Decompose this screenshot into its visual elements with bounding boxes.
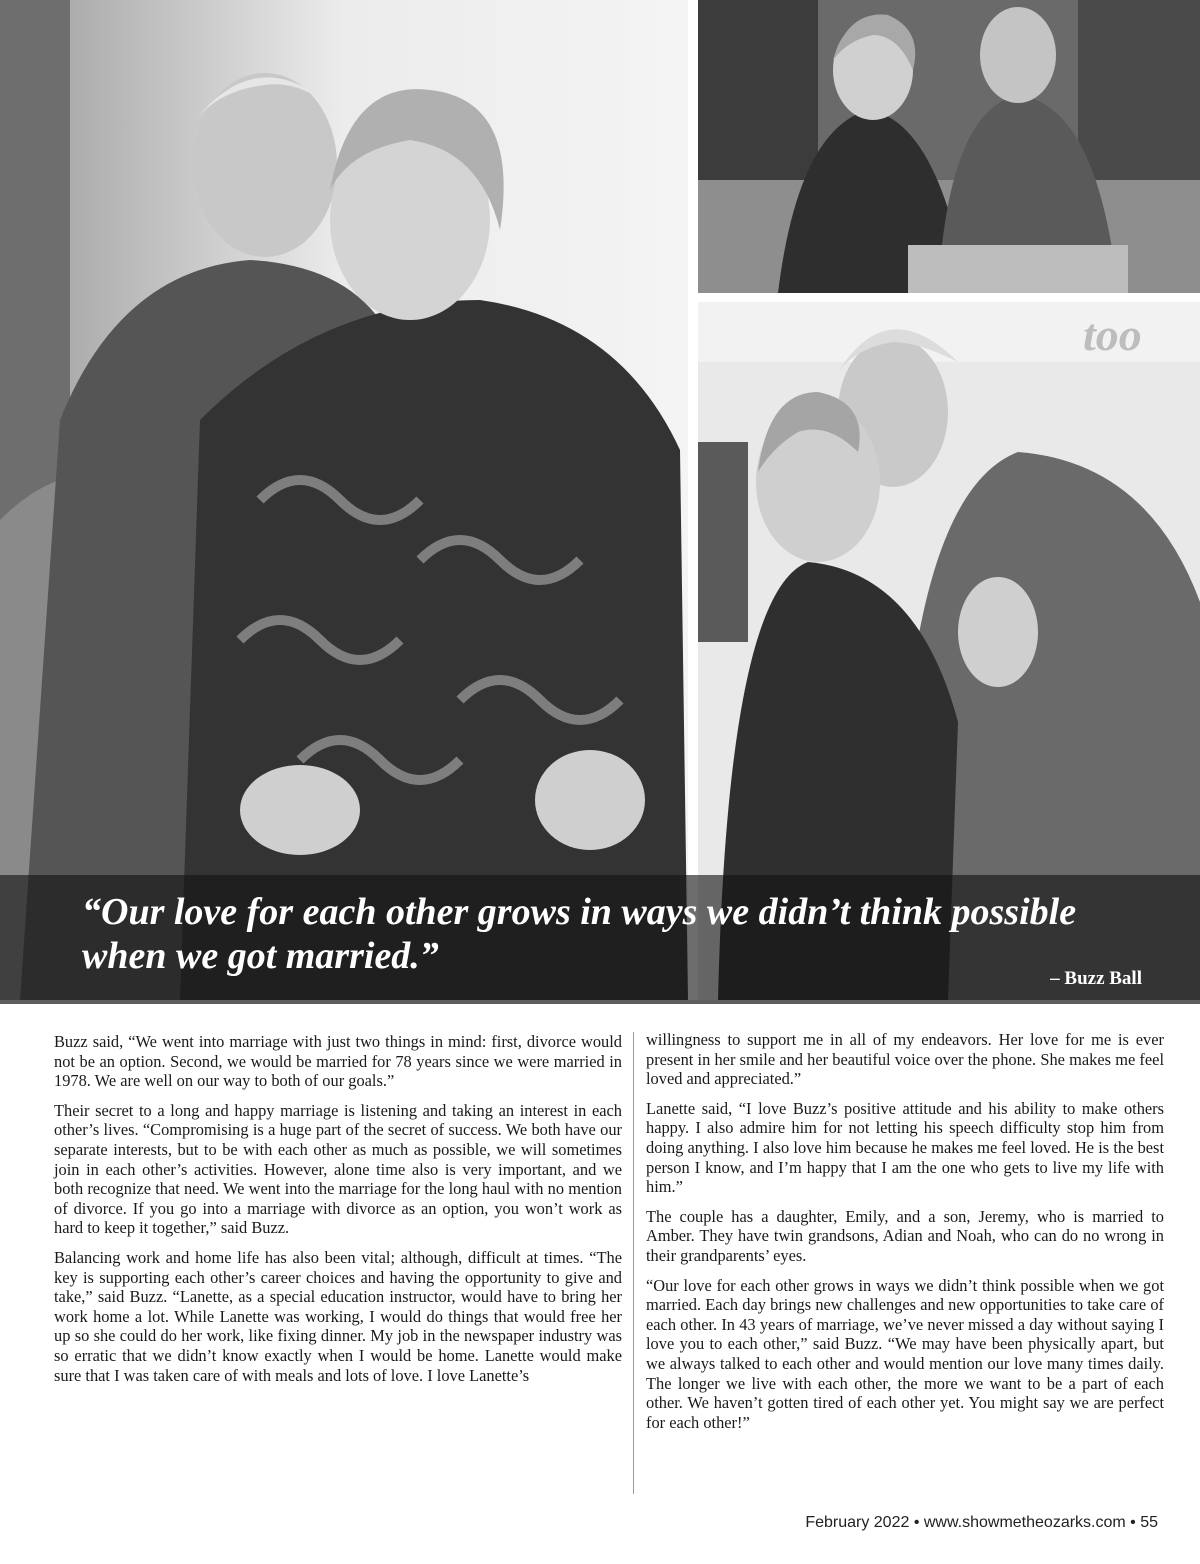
- section-rule: [0, 1000, 1200, 1004]
- svg-text:too: too: [1083, 309, 1142, 360]
- article-column-left: [54, 1032, 622, 1395]
- couple-laughing-photo: [698, 0, 1200, 293]
- article-paragraph: Their secret to a long and happy marriage is listening and taking an interest in each other’s lives. “Compromising is a huge part of the secret of success. We both have our separate interests, but to be with each other as much as possible, we will sometimes join in each other’s activities. However, alone time also is very important, and we both recognize that need. We went into the marriage for the long haul with no mention of divorce. If you go into a marriage with divorce as an option, you won’t work as hard to keep it together,” said Buzz.: [54, 1100, 622, 1238]
- article-paragraph: “Our love for each other grows in ways we didn’t think possible when we got married. Each day brings new challenges and new opportunities to take care of each other. In 43 years of marriage, we’ve never missed a day without saying I love you to each other,” said Buzz. “We may have been physically apart, but we always talked to each other and would mention our love many times daily. The longer we live with each other, the more we want to be a part of each other. We haven’t gotten tired of each other yet. You might say we are perfect for each other!”: [646, 1275, 1164, 1432]
- article-paragraph: The couple has a daughter, Emily, and a son, Jeremy, who is married to Amber. They have twin grandsons, Adian and Noah, who can do no wrong in their grandparents’ eyes.: [646, 1206, 1164, 1265]
- page-footer: February 2022 • www.showmetheozarks.com • 55: [805, 1514, 1158, 1531]
- article-paragraph: Balancing work and home life has also been vital; although, difficult at times. “The key is supporting each other’s career choices and having the opportunity to give and take,” said Buzz. “Lanette, as a special education instructor, would have to bring her work home a lot. While Lanette was working, I would do things that would free her up so she could do her work, like fixing dinner. My job in the newspaper industry was so erratic that we didn’t know exactly when I would be home. Lanette would make sure that I was taken care of with meals and lots of love. I love Lanette’s: [54, 1247, 622, 1385]
- pull-quote: “Our love for each other grows in ways we didn’t think possible when we got married.”: [82, 891, 1077, 977]
- article-paragraph: Buzz said, “We went into marriage with just two things in mind: first, divorce would not be an option. Second, we would be married for 78 years since we were married in 1978. We are well on our way to both of our goals.”: [54, 1032, 622, 1091]
- pull-quote-attribution: – Buzz Ball: [1050, 968, 1142, 989]
- article-paragraph: willingness to support me in all of my endeavors. Her love for me is ever present in her smile and her beautiful voice over the phone. She makes me feel loved and appreciated.”: [646, 1030, 1164, 1089]
- article-paragraph: Lanette said, “I love Buzz’s positive attitude and his ability to make others happy. I also admire him for not letting his speech difficulty stop him from doing anything. I also love him because he makes me feel loved. He is the best person I know, and I’m happy that I am the one who gets to live my life with him.”: [646, 1098, 1164, 1197]
- article-column-right: [646, 1030, 1164, 1442]
- couple-portrait-photo: [0, 0, 688, 1000]
- column-divider: [633, 1032, 634, 1494]
